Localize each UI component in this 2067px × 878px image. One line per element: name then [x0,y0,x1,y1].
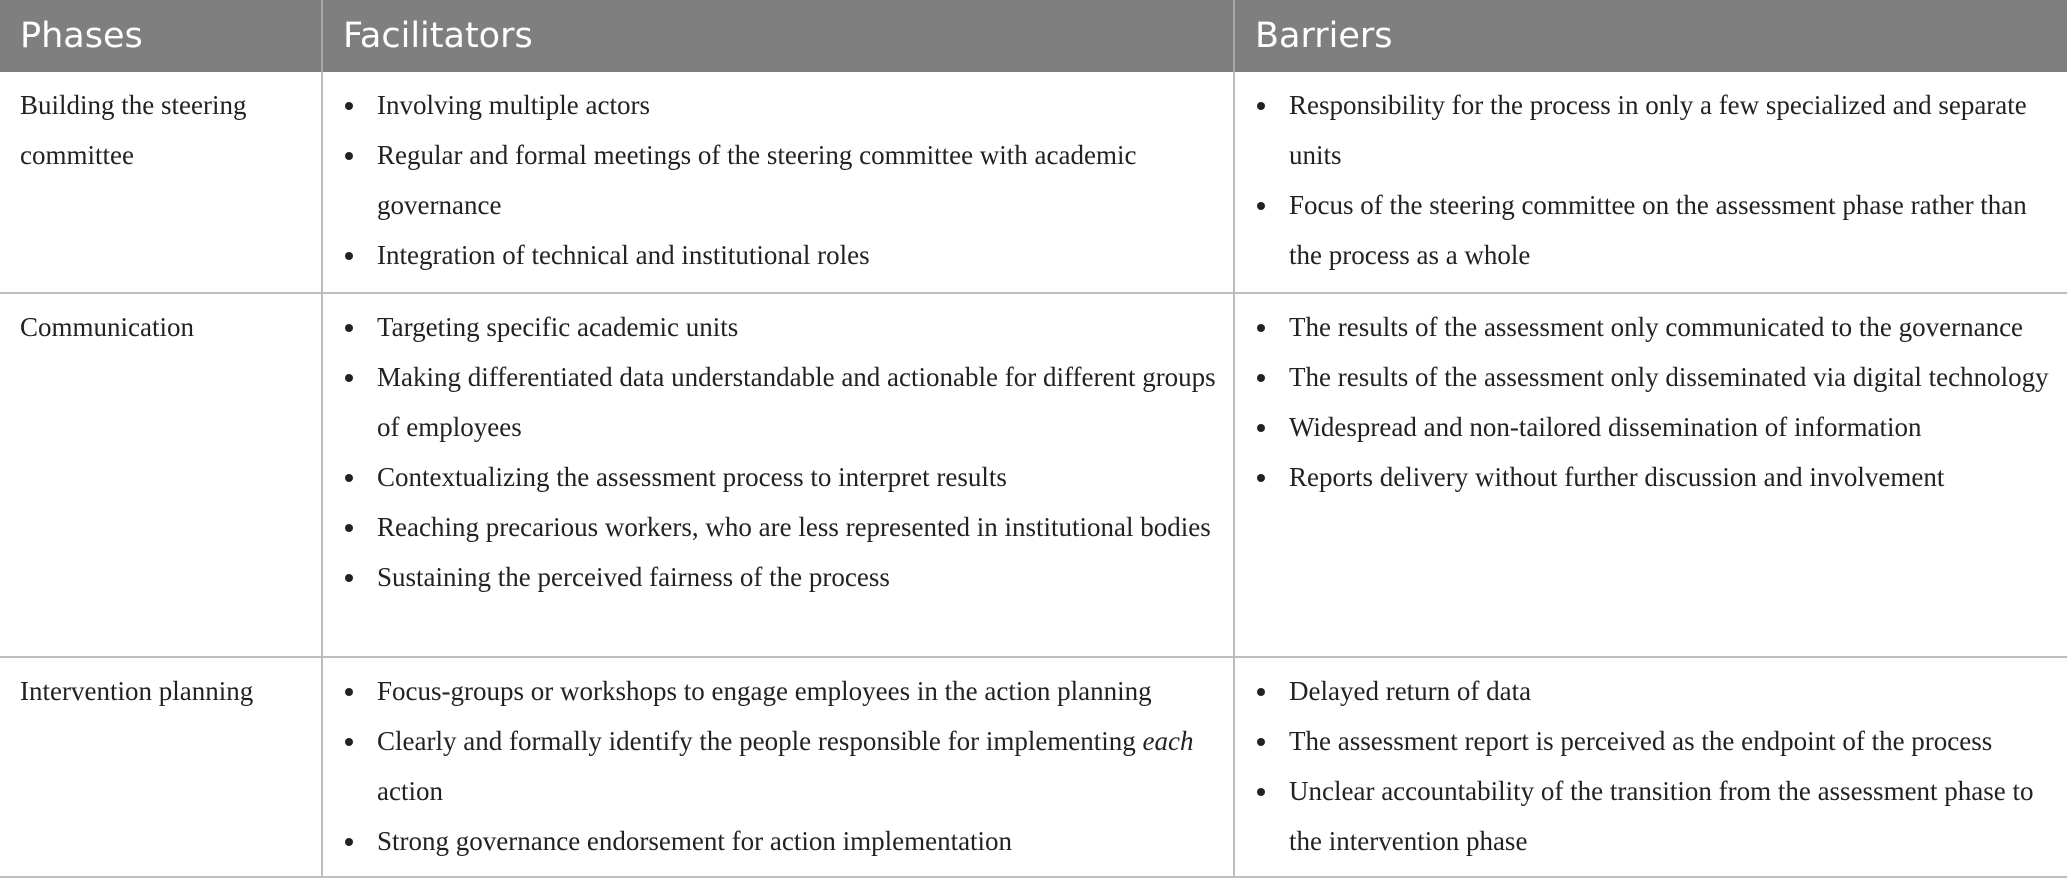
facilitators-list [343,660,1217,866]
list-item: The results of the assessment only disseminated via digital technology [1255,352,2051,402]
facilitators-list [343,296,1217,602]
table-row [0,72,2067,293]
list-item: Reaching precarious workers, who are less represented in institutional bodies [343,502,1217,552]
list-item: Unclear accountability of the transition from the assessment phase to the intervention phase [1255,766,2051,866]
header-row [0,0,2067,72]
facilitators-cell [322,657,1234,877]
table-row [0,657,2067,877]
list-item: Strong governance endorsement for action implementation [343,816,1217,866]
table-row [0,293,2067,657]
facilitators-cell [322,72,1234,293]
phase-label: Communication [20,312,194,342]
table-body [0,72,2067,877]
list-item: Responsibility for the process in only a few specialized and separate units [1255,80,2051,180]
list-item: Focus-groups or workshops to engage employees in the action planning [343,666,1217,716]
table-header [0,0,2067,72]
list-item: Sustaining the perceived fairness of the process [343,552,1217,602]
list-item: Integration of technical and institutional roles [343,230,1217,280]
list-item: The results of the assessment only communicated to the governance [1255,302,2051,352]
barriers-list [1255,660,2051,866]
facilitators-cell [322,293,1234,657]
barriers-cell [1234,72,2067,293]
list-item: Targeting specific academic units [343,302,1217,352]
facilitators-list [343,74,1217,280]
barriers-list [1255,296,2051,502]
phase-label: Building the steering committee [20,90,247,170]
barriers-list [1255,74,2051,280]
header-barriers: Barriers [1234,0,2067,72]
barriers-cell [1234,657,2067,877]
list-item [343,716,1217,816]
phase-cell [0,293,322,657]
text-run: action [377,776,443,806]
header-phases: Phases [0,0,322,72]
list-item: Regular and formal meetings of the steering committee with academic governance [343,130,1217,230]
list-item: Widespread and non-tailored dissemination of information [1255,402,2051,452]
list-item: Making differentiated data understandable and actionable for different groups of employees [343,352,1217,452]
phase-label: Intervention planning [20,676,254,706]
barriers-cell [1234,293,2067,657]
emphasis-text: each [1142,726,1194,756]
phase-cell [0,657,322,877]
header-facilitators: Facilitators [322,0,1234,72]
text-run: Clearly and formally identify the people responsible for implementing [377,726,1143,756]
list-item: Involving multiple actors [343,80,1217,130]
list-item: The assessment report is perceived as the endpoint of the process [1255,716,2051,766]
list-item: Delayed return of data [1255,666,2051,716]
list-item: Reports delivery without further discussion and involvement [1255,452,2051,502]
phase-cell [0,72,322,293]
list-item: Focus of the steering committee on the assessment phase rather than the process as a whole [1255,180,2051,280]
list-item: Contextualizing the assessment process to interpret results [343,452,1217,502]
